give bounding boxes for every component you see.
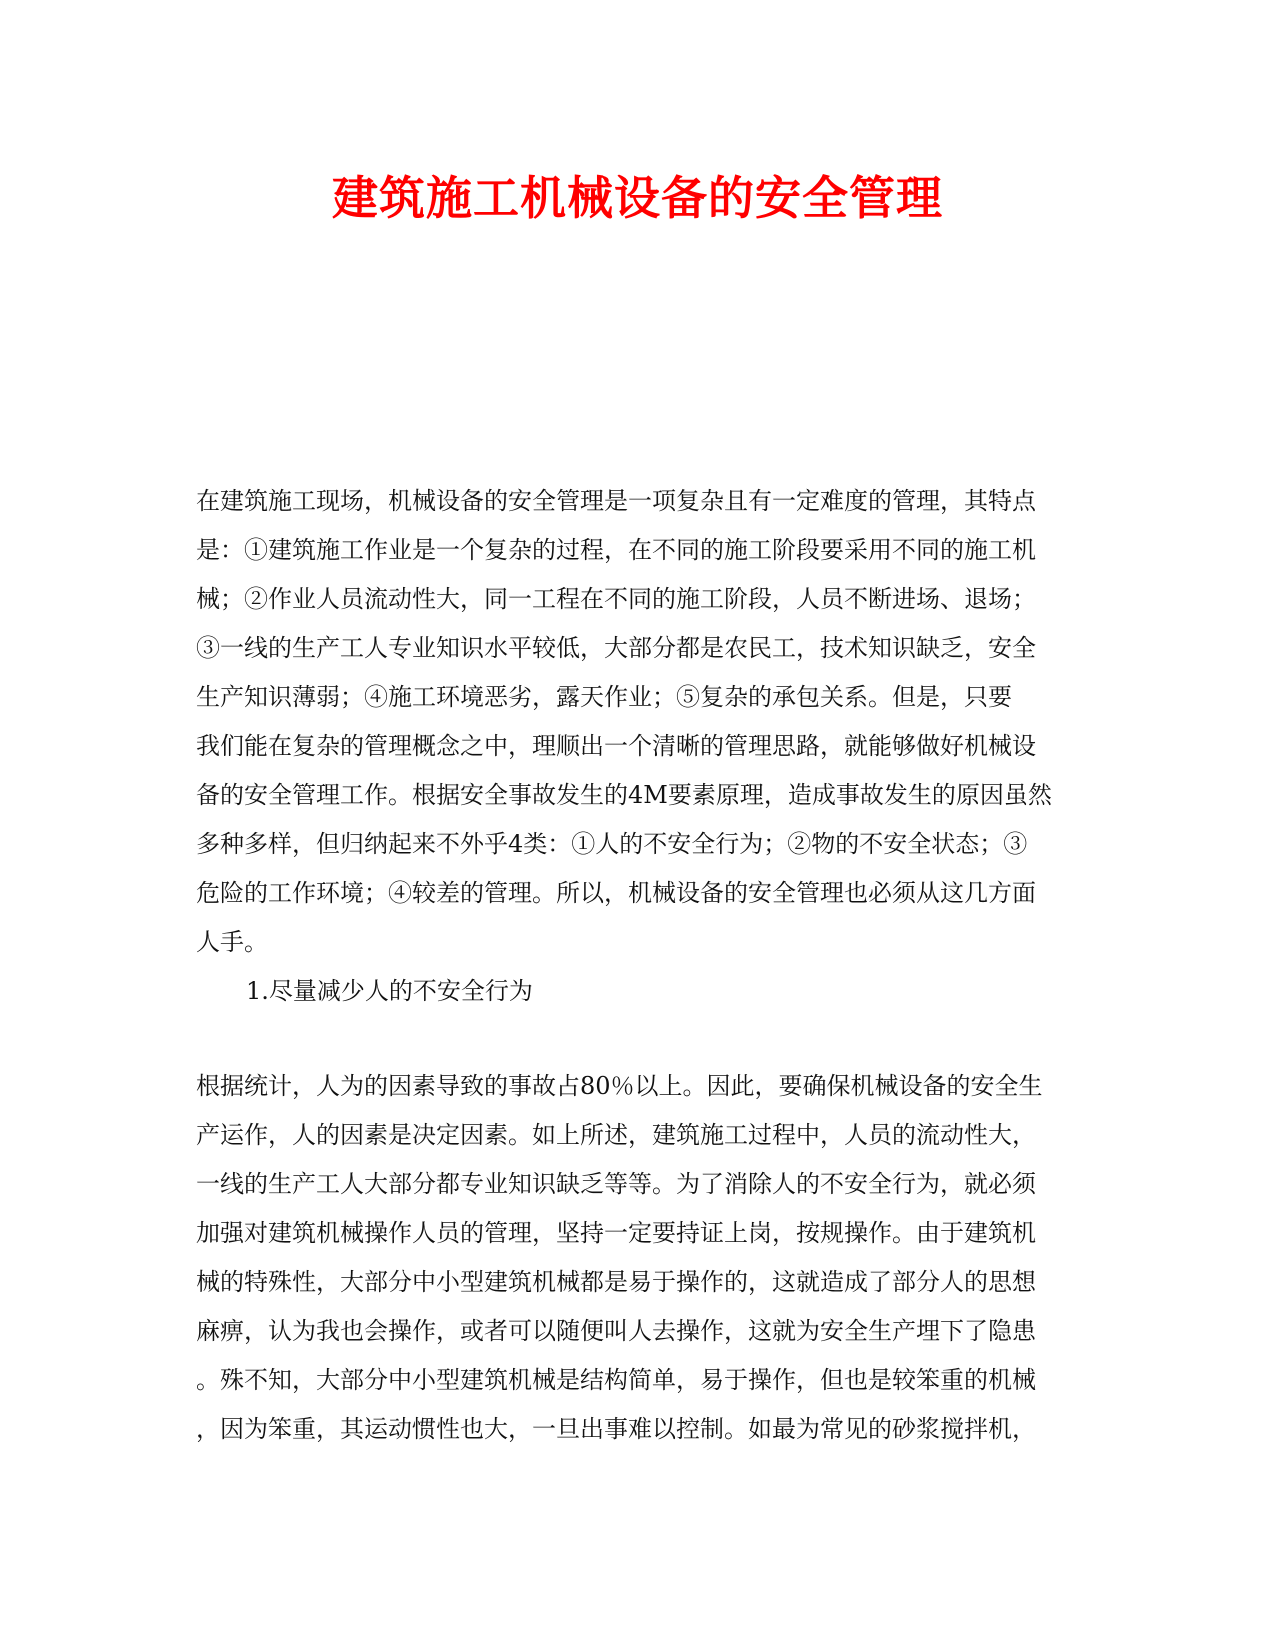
text-line: 多种多样，但归纳起来不外乎4类：①人的不安全行为；②物的不安全状态；③ <box>196 830 1028 858</box>
text-line: 是：①建筑施工作业是一个复杂的过程，在不同的施工阶段要采用不同的施工机 <box>196 536 1036 564</box>
text-line: 械的特殊性，大部分中小型建筑机械都是易于操作的，这就造成了部分人的思想 <box>196 1268 1036 1296</box>
paragraph-section-1 <box>196 1062 1076 1454</box>
paragraph-intro <box>196 477 1076 967</box>
text-line: 我们能在复杂的管理概念之中，理顺出一个清晰的管理思路，就能够做好机械设 <box>196 732 1036 760</box>
text-line: 一线的生产工人大部分都专业知识缺乏等等。为了消除人的不安全行为，就必须 <box>196 1170 1036 1198</box>
text-line: 械；②作业人员流动性大，同一工程在不同的施工阶段，人员不断进场、退场； <box>196 585 1036 613</box>
text-line: ③一线的生产工人专业知识水平较低，大部分都是农民工，技术知识缺乏，安全 <box>196 634 1036 662</box>
text-line: 根据统计，人为的因素导致的事故占80％以上。因此，要确保机械设备的安全生 <box>196 1072 1043 1100</box>
text-line: 危险的工作环境；④较差的管理。所以，机械设备的安全管理也必须从这几方面 <box>196 879 1036 907</box>
text-line: 备的安全管理工作。根据安全事故发生的4M要素原理，造成事故发生的原因虽然 <box>196 781 1052 809</box>
text-line: 。殊不知，大部分中小型建筑机械是结构简单，易于操作，但也是较笨重的机械 <box>196 1366 1036 1394</box>
text-line: 加强对建筑机械操作人员的管理，坚持一定要持证上岗，按规操作。由于建筑机 <box>196 1219 1036 1247</box>
text-line: 生产知识薄弱；④施工环境恶劣，露天作业；⑤复杂的承包关系。但是，只要 <box>196 683 1012 711</box>
document-title: 建筑施工机械设备的安全管理 <box>332 171 943 225</box>
text-line: 在建筑施工现场，机械设备的安全管理是一项复杂且有一定难度的管理，其特点 <box>196 487 1036 515</box>
text-line: 产运作，人的因素是决定因素。如上所述，建筑施工过程中，人员的流动性大， <box>196 1121 1036 1149</box>
text-line: 麻痹，认为我也会操作，或者可以随便叫人去操作，这就为安全生产埋下了隐患 <box>196 1317 1036 1345</box>
section-heading-text: 1.尽量减少人的不安全行为 <box>246 977 533 1005</box>
section-heading <box>246 967 1126 1016</box>
text-line: 人手。 <box>196 928 268 956</box>
text-line: ，因为笨重，其运动惯性也大，一旦出事难以控制。如最为常见的砂浆搅拌机， <box>196 1415 1036 1443</box>
